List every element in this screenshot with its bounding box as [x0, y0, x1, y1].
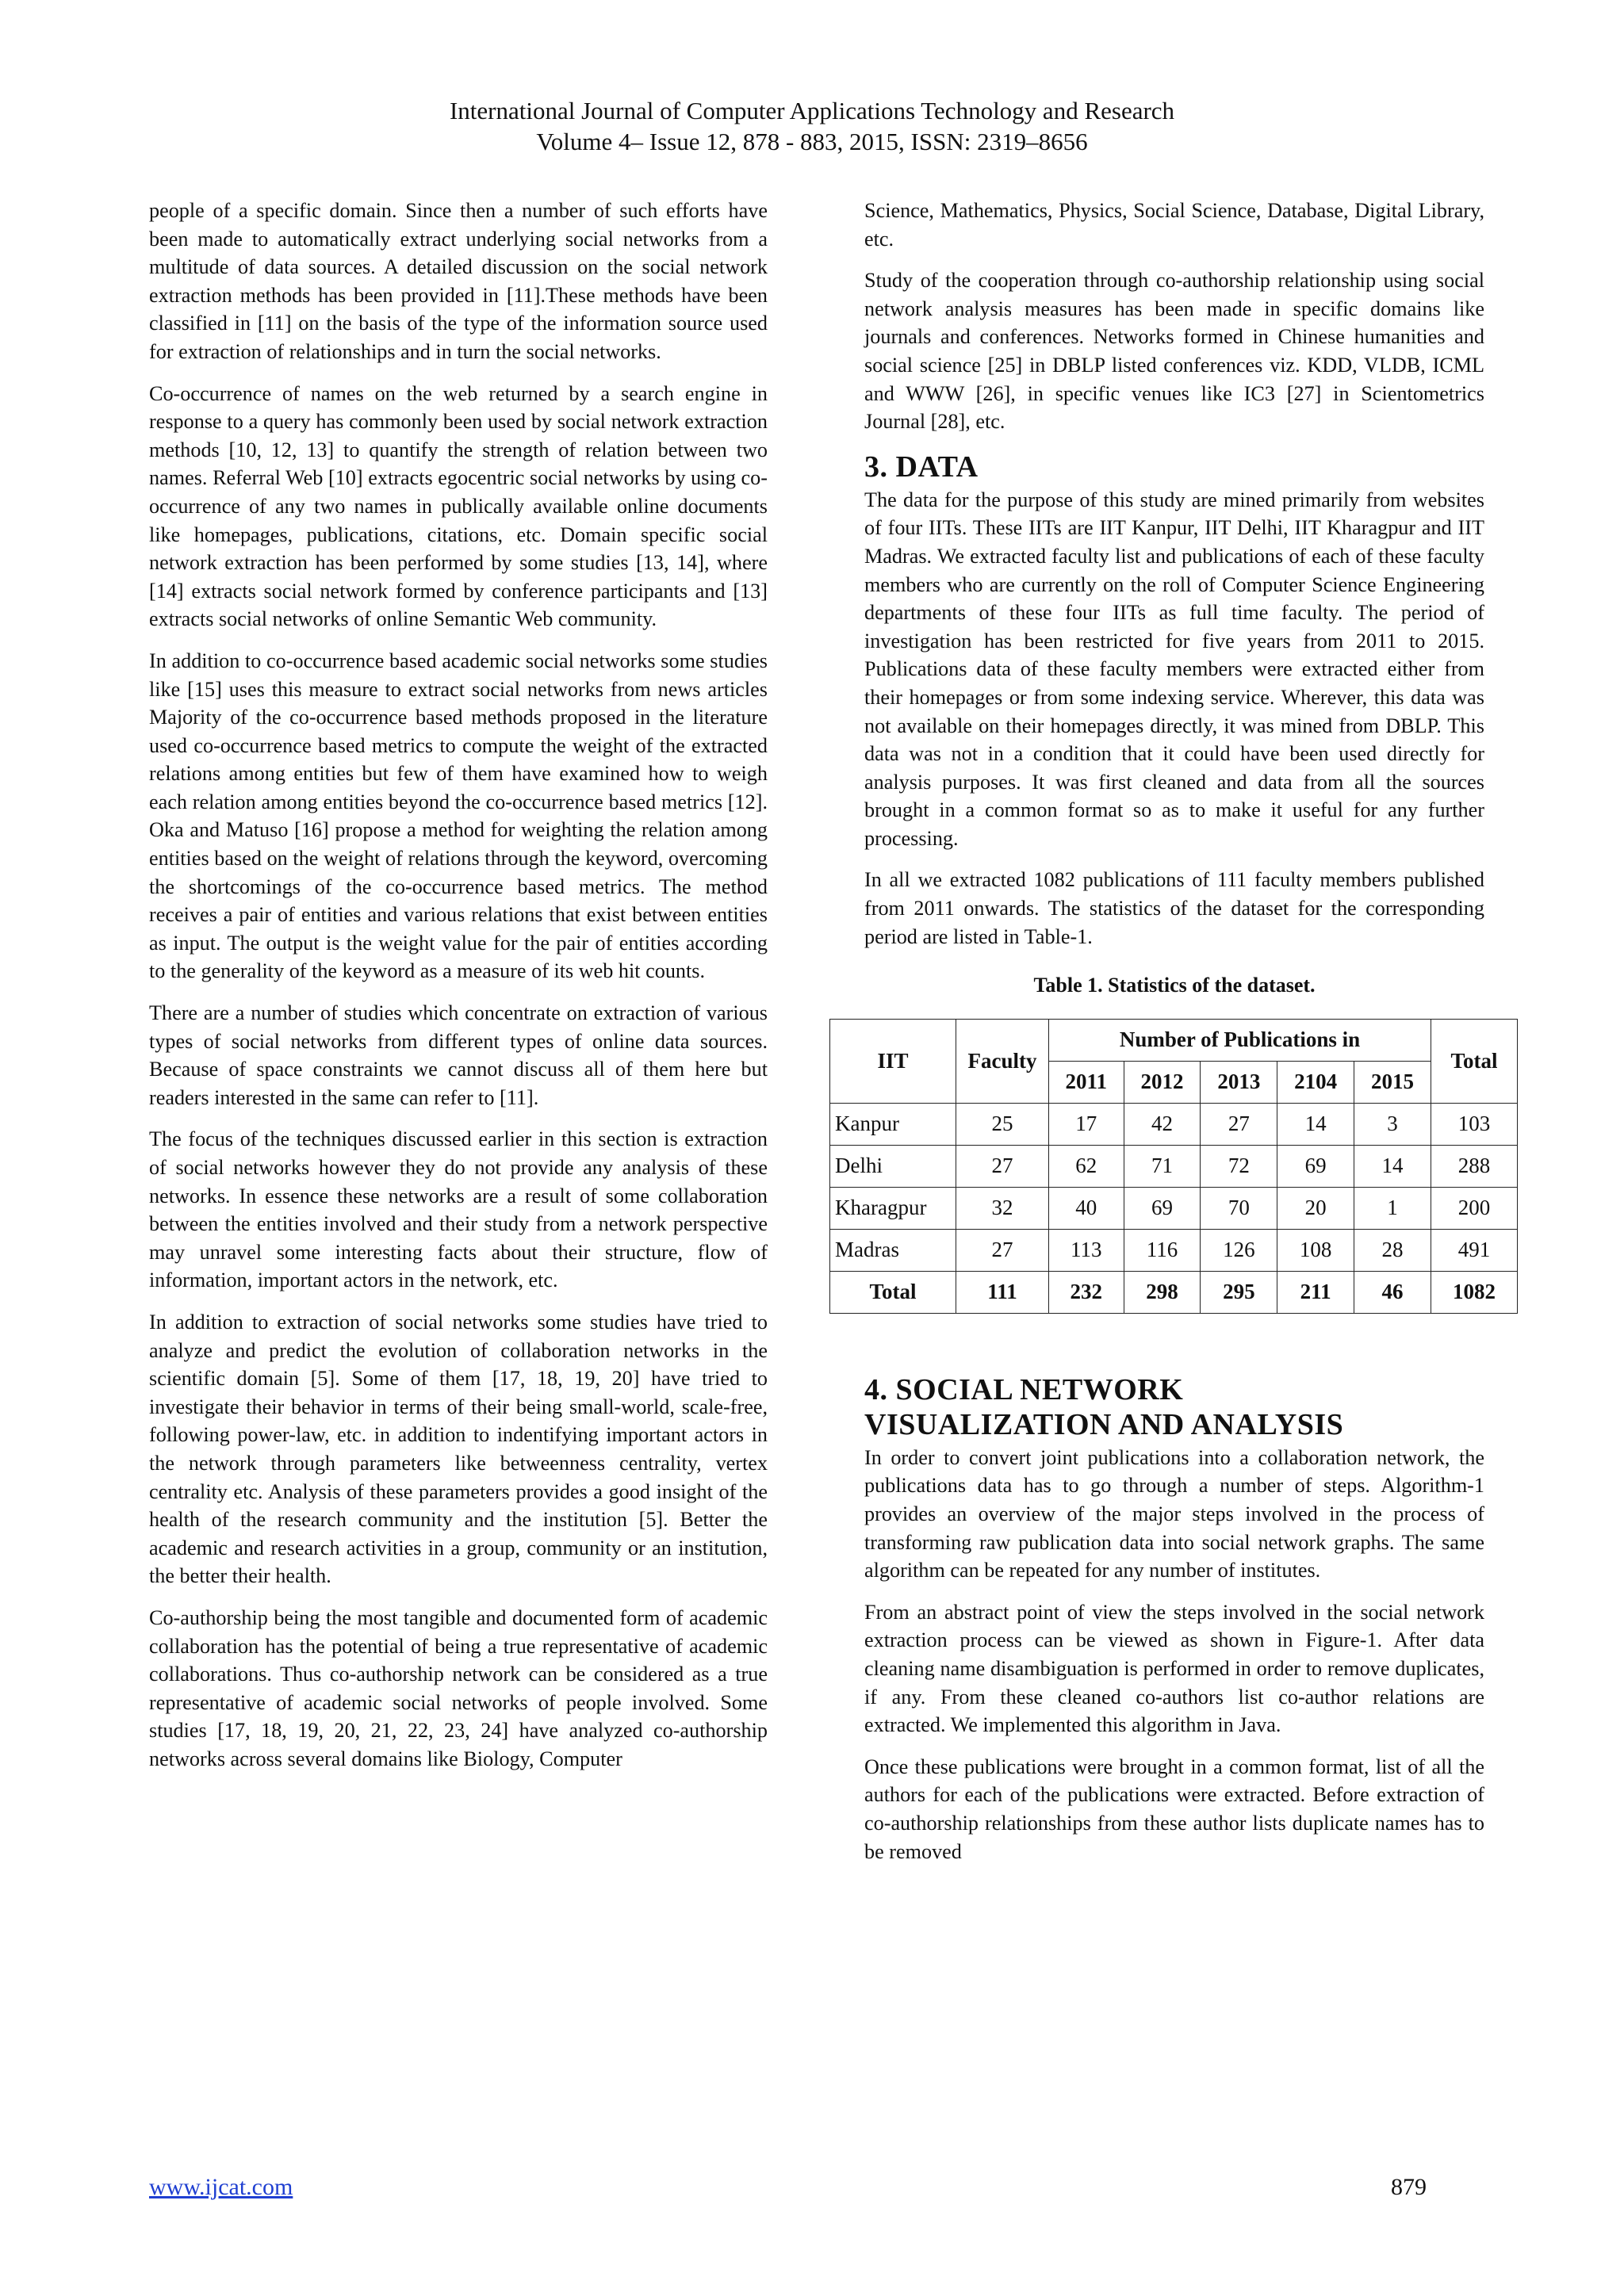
paragraph: In addition to extraction of social networks some studies have tried to analyze and predict the evolution of collaboration networks in the scientific domain [5]. Some of them [17, 18, 19, 20] have tried to investigate their behavior in terms of their being small-world, scale-free, following power-law, etc. in addition to indentifying important actors in the network through parameters like betweenness centrality, vertex centrality etc. Analysis of these parameters provides a good insight of the health of the research community and the institution [5]. Better the academic and research activities in a group, community or an institution, the better their health. — [149, 1310, 768, 1588]
cell-pubs: 46 — [1354, 1271, 1431, 1313]
cell-total: 491 — [1431, 1229, 1518, 1271]
cell-iit: Madras — [830, 1229, 956, 1271]
cell-pubs: 40 — [1049, 1187, 1124, 1229]
cell-pubs: 1 — [1354, 1187, 1431, 1229]
table-row — [830, 1229, 1518, 1271]
cell-total: 103 — [1431, 1103, 1518, 1145]
page-number: 879 — [1391, 2174, 1427, 2200]
paragraph: In order to convert joint publications into a collaboration network, the publications data has to go through a number of steps. Algorithm-1 provides an overview of the major steps involved in the process of transforming raw publication data into social network graphs. The same algorithm can be repeated for any number of institutes. — [864, 1445, 1484, 1582]
cell-pubs: 27 — [1201, 1103, 1277, 1145]
cell-pubs: 20 — [1277, 1187, 1354, 1229]
cell-pubs: 126 — [1201, 1229, 1277, 1271]
cell-pubs: 28 — [1354, 1229, 1431, 1271]
cell-pubs: 232 — [1049, 1271, 1124, 1313]
section-heading-visualization — [864, 1372, 1484, 1442]
journal-title: International Journal of Computer Applications Technology and Research — [449, 97, 1175, 124]
cell-total-label: Total — [830, 1271, 956, 1313]
cell-pubs: 14 — [1354, 1145, 1431, 1187]
cell-pubs: 69 — [1277, 1145, 1354, 1187]
cell-pubs: 69 — [1124, 1187, 1201, 1229]
cell-total: 1082 — [1431, 1271, 1518, 1313]
cell-pubs: 14 — [1277, 1103, 1354, 1145]
header-iit: IIT — [830, 1019, 956, 1103]
cell-pubs: 108 — [1277, 1229, 1354, 1271]
cell-pubs: 70 — [1201, 1187, 1277, 1229]
cell-total: 200 — [1431, 1187, 1518, 1229]
table-row — [830, 1103, 1518, 1145]
header-year: 2012 — [1124, 1061, 1201, 1103]
cell-faculty: 27 — [956, 1229, 1049, 1271]
paragraph: There are a number of studies which concentrate on extraction of various types of social networks from different types of online data sources. Because of space constraints we cannot discuss all of them here but readers interested in the same can refer to [11]. — [149, 1001, 768, 1109]
statistics-table — [829, 1019, 1518, 1314]
cell-pubs: 72 — [1201, 1145, 1277, 1187]
cell-pubs: 211 — [1277, 1271, 1354, 1313]
journal-volume: Volume 4– Issue 12, 878 - 883, 2015, ISSN: 2319–8656 — [536, 128, 1088, 155]
paragraph: Once these publications were brought in a common format, list of all the authors for each of the publications were extracted. Before extraction of co-authorship relationships from these author lists duplicate names has to be removed — [864, 1755, 1484, 1863]
paragraph: Science, Mathematics, Physics, Social Science, Database, Digital Library, etc. — [864, 199, 1484, 251]
paragraph: Study of the cooperation through co-authorship relationship using social network analysis measures has been made in specific domains like journals and conferences. Networks formed in Chinese humanities and social science [25] in DBLP listed conferences viz. KDD, VLDB, ICML and WWW [26], in specific venues like IC3 [27] in Scientometrics Journal [28], etc. — [864, 269, 1484, 434]
cell-pubs: 17 — [1049, 1103, 1124, 1145]
cell-faculty: 25 — [956, 1103, 1049, 1145]
cell-iit: Kharagpur — [830, 1187, 956, 1229]
cell-pubs: 116 — [1124, 1229, 1201, 1271]
paragraph: Co-occurrence of names on the web returned by a search engine in response to a query has commonly been used by social network extraction methods [10, 12, 13] to quantify the strength of relation between two names. Referral Web [10] extracts egocentric social networks by using co-occurrence of any two names in publically available online documents like homepages, publications, citations, etc. Domain specific social network extraction has been performed by some studies [13, 14], where [14] extracts social network formed by conference participants and [13] extracts social networks of online Semantic Web community. — [149, 381, 768, 631]
cell-faculty: 27 — [956, 1145, 1049, 1187]
cell-total: 288 — [1431, 1145, 1518, 1187]
header-year: 2015 — [1354, 1061, 1431, 1103]
cell-faculty: 32 — [956, 1187, 1049, 1229]
table-row — [830, 1145, 1518, 1187]
table-row — [830, 1187, 1518, 1229]
cell-iit: Kanpur — [830, 1103, 956, 1145]
header-faculty: Faculty — [956, 1019, 1049, 1103]
cell-pubs: 298 — [1124, 1271, 1201, 1313]
header-year: 2013 — [1201, 1061, 1277, 1103]
paragraph: In all we extracted 1082 publications of 111 faculty members published from 2011 onwards. The statistics of the dataset for the corresponding period are listed in Table-1. — [864, 868, 1484, 948]
cell-faculty: 111 — [956, 1271, 1049, 1313]
cell-pubs: 42 — [1124, 1103, 1201, 1145]
paragraph: people of a specific domain. Since then a number of such efforts have been made to automatically extract underlying social networks from a multitude of data sources. A detailed discussion on the social network extraction methods has been provided in [11].These methods have been classified in [11] on the basis of the type of the information source used for extraction of relationships and in turn the social networks. — [149, 199, 768, 363]
paragraph: From an abstract point of view the steps involved in the social network extraction process can be viewed as shown in Figure-1. After data cleaning name disambiguation is performed in order to remove duplicates, if any. From these cleaned co-authors list co-author relations are extracted. We implemented this algorithm in Java. — [864, 1600, 1484, 1737]
section-heading-data: 3. DATA — [864, 450, 979, 484]
paragraph: In addition to co-occurrence based academic social networks some studies like [15] uses this measure to extract social networks from news articles Majority of the co-occurrence based methods proposed in the literature used co-occurrence based metrics to compute the weight of the extracted relations among entities but few of them have examined how to weigh each relation among entities beyond the co-occurrence based metrics [12]. Oka and Matuso [16] propose a method for weighting the relation among entities based on the weight of relations through the keyword, overcoming the shortcomings of the co-occurrence based metrics. The method receives a pair of entities and various relations that exist between entities as input. The output is the weight value for the pair of entities according to the generality of the keyword as a measure of its web hit counts. — [149, 649, 768, 983]
journal-website-link[interactable]: www.ijcat.com — [149, 2174, 293, 2200]
paragraph: The focus of the techniques discussed earlier in this section is extraction of social networks however they do not provide any analysis of these networks. In essence these networks are a result of some collaboration between the entities involved and their study from a network perspective may unravel some interesting facts about their structure, flow of information, important actors in the network, etc. — [149, 1127, 768, 1292]
paragraph: Co-authorship being the most tangible and documented form of academic collaboration has the potential of being a true representative of academic collaborations. Thus co-authorship network can be considered as a true representative of academic social networks of people involved. Some studies [17, 18, 19, 20, 21, 22, 23, 24] have analyzed co-authorship networks across several domains like Biology, Computer — [149, 1605, 768, 1770]
table-caption: Table 1. Statistics of the dataset. — [1033, 974, 1316, 997]
cell-pubs: 3 — [1354, 1103, 1431, 1145]
left-column — [149, 197, 768, 1773]
cell-iit: Delhi — [830, 1145, 956, 1187]
journal-header — [0, 95, 1624, 157]
cell-pubs: 295 — [1201, 1271, 1277, 1313]
header-year: 2104 — [1277, 1061, 1354, 1103]
cell-pubs: 71 — [1124, 1145, 1201, 1187]
header-year: 2011 — [1049, 1061, 1124, 1103]
header-total: Total — [1431, 1019, 1518, 1103]
cell-pubs: 62 — [1049, 1145, 1124, 1187]
cell-pubs: 113 — [1049, 1229, 1124, 1271]
table-total-row — [830, 1271, 1518, 1313]
right-column — [835, 197, 1498, 1866]
section-heading-line: 4. SOCIAL NETWORK — [864, 1372, 1184, 1406]
section-heading-line: VISUALIZATION AND ANALYSIS — [864, 1407, 1344, 1441]
header-publications-group: Number of Publications in — [1049, 1019, 1431, 1061]
paragraph: The data for the purpose of this study are mined primarily from websites of four IITs. These IITs are IIT Kanpur, IIT Delhi, IIT Kharagpur and IIT Madras. We extracted faculty list and publications of each of these faculty members who are currently on the roll of Computer Science Engineering departments of these four IITs as full time faculty. The period of investigation has been restricted for five years from 2011 to 2015. Publications data of these faculty members were extracted either from their homepages or from some indexing service. Wherever, this data was not available on their homepages directly, it was mined from DBLP. This data was not in a condition that it could have been used directly for analysis purposes. It was first cleaned and data from all the sources brought in a common format so as to make it useful for any further processing. — [864, 488, 1484, 850]
